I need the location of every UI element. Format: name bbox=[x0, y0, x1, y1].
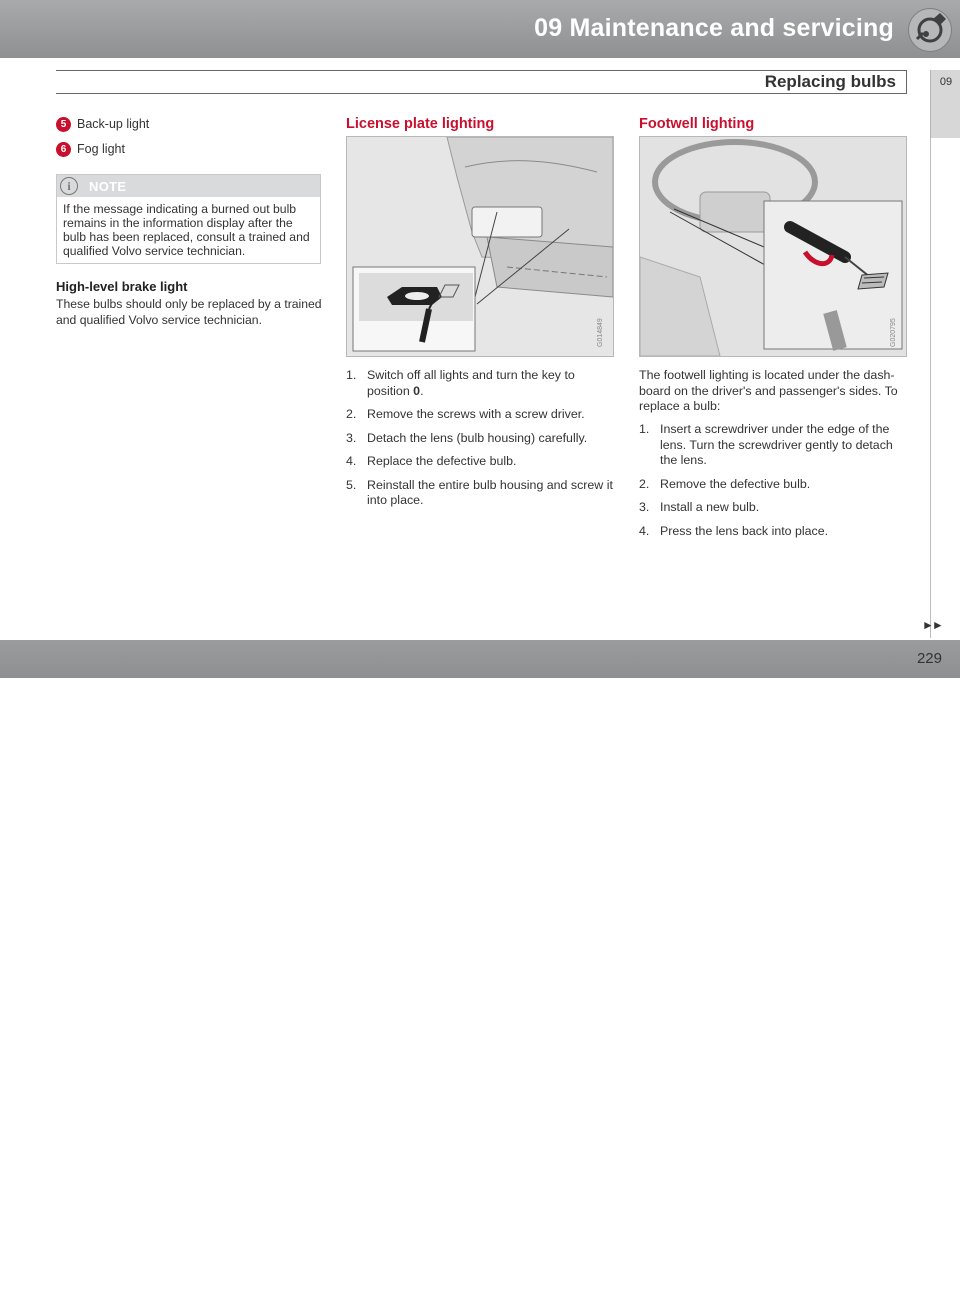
wrench-gear-icon bbox=[908, 8, 952, 52]
step-item: 2. Remove the defective bulb. bbox=[639, 476, 811, 491]
section-title: Replacing bulbs bbox=[764, 72, 896, 91]
step-item: 3. Detach the lens (bulb housing) carefully. bbox=[346, 430, 588, 445]
figure-code: G014849 bbox=[597, 318, 604, 347]
footwell-steps bbox=[639, 422, 911, 547]
number-badge: 6 bbox=[56, 142, 71, 157]
section-bar bbox=[56, 70, 907, 94]
step-item: 1. Switch off all lights and turn the key to position 0. bbox=[346, 368, 575, 398]
footwell-title: Footwell lighting bbox=[639, 116, 755, 132]
list-item bbox=[56, 116, 149, 132]
chapter-header bbox=[0, 0, 960, 58]
chapter-tab-label: 09 bbox=[939, 76, 953, 88]
figure-code: G020795 bbox=[890, 318, 897, 347]
license-plate-title: License plate lighting bbox=[346, 116, 495, 132]
list-item bbox=[56, 141, 125, 157]
note-header bbox=[57, 175, 320, 197]
chapter-tab[interactable] bbox=[930, 70, 960, 138]
step-item: 4. Press the lens back into place. bbox=[639, 523, 829, 538]
step-item: 4. Replace the defective bulb. bbox=[346, 454, 517, 468]
step-item: 1. Insert a screwdriver under the edge of the lens. Turn the screwdriver gently to detach the lens. bbox=[639, 422, 893, 467]
step-item: 5. Reinstall the entire bulb housing and screw it into place. bbox=[346, 477, 613, 507]
note-text: If the message indicating a burned out bulb remains in the information display after the bulb has been replaced, consult a trained and qualified Volvo service technician. bbox=[63, 202, 310, 258]
tab-divider bbox=[930, 138, 931, 638]
step-item: 2. Remove the screws with a screw driver. bbox=[346, 407, 585, 421]
number-badge: 5 bbox=[56, 117, 71, 132]
chapter-title: 09 Maintenance and servicing bbox=[534, 14, 894, 42]
brake-light-paragraph: These bulbs should only be replaced by a trained and qualified Volvo service technician. bbox=[56, 297, 322, 327]
note-label: NOTE bbox=[89, 179, 127, 194]
brake-light-heading: High-level brake light bbox=[56, 279, 188, 294]
note-box bbox=[56, 174, 321, 264]
item-label: Fog light bbox=[77, 142, 125, 156]
footwell-intro: The footwell lighting is located under the dash-board on the driver's and passenger's sides. To replace a bulb: bbox=[639, 368, 898, 413]
license-plate-steps bbox=[346, 368, 618, 517]
footwell-figure bbox=[639, 136, 907, 357]
page-footer bbox=[0, 640, 960, 1310]
page-number: 229 bbox=[916, 650, 942, 667]
watermark: carmanualsonline.info bbox=[520, 1285, 754, 1310]
item-label: Back-up light bbox=[77, 117, 150, 131]
double-arrow-icon[interactable]: ►► bbox=[922, 618, 942, 632]
info-icon: i bbox=[60, 177, 78, 195]
step-item: 3. Install a new bulb. bbox=[639, 500, 760, 514]
license-plate-figure bbox=[346, 136, 614, 357]
